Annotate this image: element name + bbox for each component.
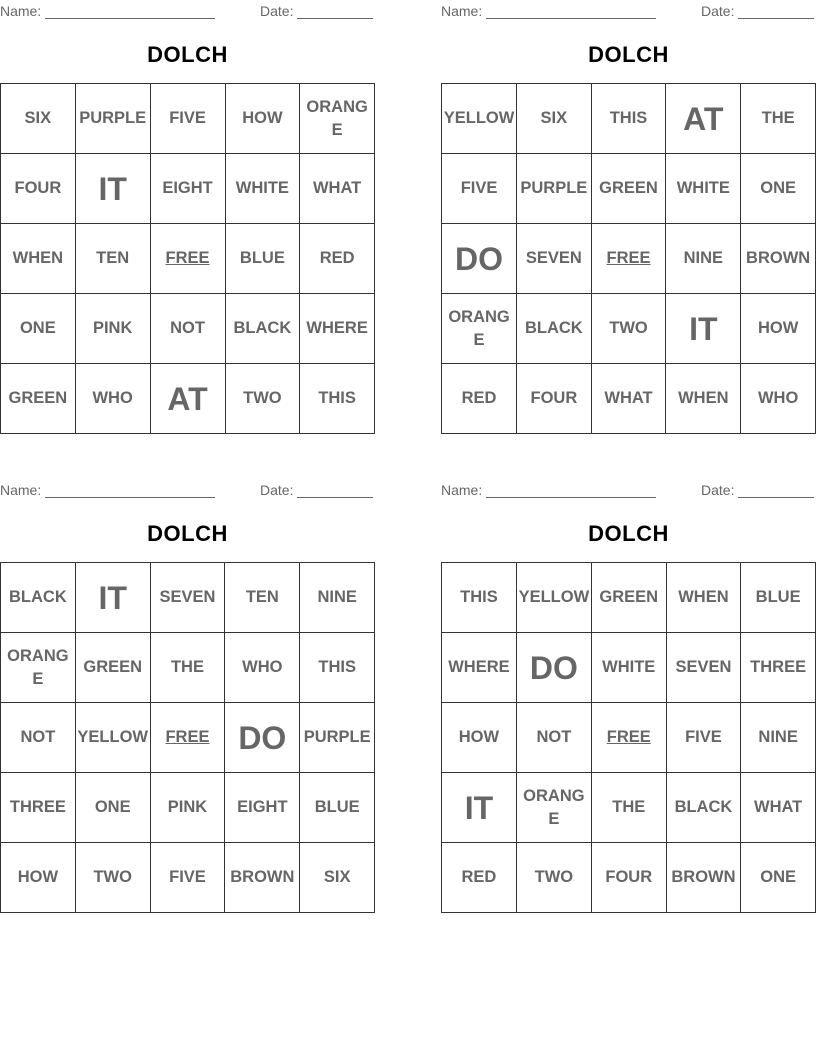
grid-cell: ORANGE — [300, 84, 375, 154]
grid-cell: TWO — [591, 294, 666, 364]
bingo-card-1 — [0, 0, 375, 434]
grid-cell: ORANGE — [1, 633, 76, 703]
grid-cell: RED — [442, 843, 517, 913]
grid-row — [1, 154, 375, 224]
grid-cell: YELLOW — [75, 703, 150, 773]
grid-cell: WHAT — [741, 773, 816, 843]
grid-cell: FOUR — [1, 154, 76, 224]
grid-cell: WHEN — [1, 224, 76, 294]
date-label: Date: — [701, 482, 735, 498]
grid-row — [1, 224, 375, 294]
name-label: Name: — [441, 3, 483, 19]
grid-cell: NINE — [300, 563, 375, 633]
grid-cell: DO — [225, 703, 300, 773]
date-field[interactable] — [297, 6, 373, 19]
grid-cell: SEVEN — [517, 224, 592, 294]
grid-cell: IT — [666, 294, 741, 364]
grid-cell: WHEN — [666, 563, 741, 633]
grid-cell: PINK — [75, 294, 150, 364]
grid-cell: SIX — [300, 843, 375, 913]
grid-cell: TEN — [75, 224, 150, 294]
bingo-grid — [441, 83, 816, 434]
grid-cell: SIX — [517, 84, 592, 154]
bingo-card-3 — [0, 479, 375, 913]
card-title: DOLCH — [588, 521, 669, 546]
grid-cell: EIGHT — [225, 773, 300, 843]
grid-cell: NOT — [516, 703, 591, 773]
card-title: DOLCH — [147, 42, 228, 67]
grid-cell: TWO — [225, 364, 300, 434]
grid-cell: WHITE — [225, 154, 300, 224]
grid-row — [442, 294, 816, 364]
date-field[interactable] — [738, 6, 814, 19]
grid-cell: BROWN — [666, 843, 741, 913]
grid-cell: YELLOW — [516, 563, 591, 633]
grid-cell: PURPLE — [75, 84, 150, 154]
grid-cell: THE — [150, 633, 225, 703]
grid-cell: THIS — [591, 84, 666, 154]
grid-row — [1, 843, 375, 913]
grid-cell: ORANGE — [442, 294, 517, 364]
grid-cell: BLACK — [666, 773, 741, 843]
card-header — [441, 479, 816, 499]
grid-cell: BLUE — [300, 773, 375, 843]
grid-cell: DO — [442, 224, 517, 294]
grid-cell: IT — [442, 773, 517, 843]
grid-cell: WHO — [225, 633, 300, 703]
grid-cell: WHAT — [300, 154, 375, 224]
card-title: DOLCH — [588, 42, 669, 67]
free-space: FREE — [150, 224, 225, 294]
grid-cell: THE — [591, 773, 666, 843]
grid-cell: WHITE — [666, 154, 741, 224]
grid-cell: TWO — [516, 843, 591, 913]
grid-cell: SIX — [1, 84, 76, 154]
grid-cell: FIVE — [666, 703, 741, 773]
grid-row — [1, 563, 375, 633]
grid-cell: FOUR — [591, 843, 666, 913]
grid-cell: TWO — [75, 843, 150, 913]
date-field[interactable] — [738, 485, 814, 498]
grid-cell: BLACK — [1, 563, 76, 633]
grid-row — [442, 633, 816, 703]
grid-cell: FIVE — [442, 154, 517, 224]
grid-cell: PURPLE — [517, 154, 592, 224]
grid-cell: HOW — [225, 84, 300, 154]
grid-cell: HOW — [741, 294, 816, 364]
grid-cell: ORANGE — [516, 773, 591, 843]
bingo-card-2 — [441, 0, 816, 434]
grid-cell: HOW — [442, 703, 517, 773]
card-header — [0, 479, 375, 499]
card-title: DOLCH — [147, 521, 228, 546]
grid-row — [1, 703, 375, 773]
grid-cell: THREE — [741, 633, 816, 703]
grid-row — [442, 563, 816, 633]
grid-cell: BLACK — [225, 294, 300, 364]
grid-row — [1, 364, 375, 434]
name-field[interactable] — [486, 6, 656, 19]
date-field[interactable] — [297, 485, 373, 498]
grid-cell: BLUE — [225, 224, 300, 294]
grid-cell: YELLOW — [442, 84, 517, 154]
grid-row — [442, 843, 816, 913]
bingo-grid — [0, 562, 375, 913]
card-header — [0, 0, 375, 20]
name-label: Name: — [0, 482, 42, 498]
grid-cell: ONE — [741, 154, 816, 224]
grid-cell: FIVE — [150, 843, 225, 913]
grid-cell: GREEN — [1, 364, 76, 434]
grid-cell: ONE — [741, 843, 816, 913]
grid-cell: WHERE — [300, 294, 375, 364]
free-space: FREE — [150, 703, 225, 773]
grid-row — [442, 224, 816, 294]
grid-cell: AT — [150, 364, 225, 434]
grid-row — [442, 773, 816, 843]
grid-cell: FIVE — [150, 84, 225, 154]
date-label: Date: — [260, 482, 294, 498]
grid-cell: SEVEN — [150, 563, 225, 633]
grid-row — [1, 773, 375, 843]
grid-cell: THIS — [300, 364, 375, 434]
grid-cell: IT — [75, 154, 150, 224]
grid-row — [442, 364, 816, 434]
grid-cell: GREEN — [75, 633, 150, 703]
grid-row — [1, 84, 375, 154]
grid-cell: NOT — [150, 294, 225, 364]
grid-cell: NINE — [741, 703, 816, 773]
grid-cell: WHITE — [591, 633, 666, 703]
grid-cell: RED — [442, 364, 517, 434]
grid-cell: ONE — [75, 773, 150, 843]
bingo-grid — [0, 83, 375, 434]
grid-cell: RED — [300, 224, 375, 294]
grid-cell: ONE — [1, 294, 76, 364]
grid-cell: THIS — [300, 633, 375, 703]
grid-cell: EIGHT — [150, 154, 225, 224]
grid-cell: WHAT — [591, 364, 666, 434]
grid-row — [1, 633, 375, 703]
grid-row — [442, 154, 816, 224]
grid-cell: IT — [75, 563, 150, 633]
grid-cell: WHEN — [666, 364, 741, 434]
date-label: Date: — [701, 3, 735, 19]
grid-cell: GREEN — [591, 563, 666, 633]
grid-cell: WHO — [75, 364, 150, 434]
grid-cell: THE — [741, 84, 816, 154]
grid-cell: BROWN — [225, 843, 300, 913]
grid-cell: BLACK — [517, 294, 592, 364]
grid-row — [442, 703, 816, 773]
grid-row — [1, 294, 375, 364]
free-space: FREE — [591, 224, 666, 294]
date-label: Date: — [260, 3, 294, 19]
grid-cell: THIS — [442, 563, 517, 633]
name-field[interactable] — [45, 6, 215, 19]
grid-row — [442, 84, 816, 154]
name-label: Name: — [441, 482, 483, 498]
bingo-card-4 — [441, 479, 816, 913]
card-header — [441, 0, 816, 20]
grid-cell: FOUR — [517, 364, 592, 434]
grid-cell: BROWN — [741, 224, 816, 294]
grid-cell: WHERE — [442, 633, 517, 703]
grid-cell: TEN — [225, 563, 300, 633]
free-space: FREE — [591, 703, 666, 773]
name-label: Name: — [0, 3, 42, 19]
grid-cell: NINE — [666, 224, 741, 294]
name-field[interactable] — [486, 485, 656, 498]
grid-cell: DO — [516, 633, 591, 703]
grid-cell: AT — [666, 84, 741, 154]
grid-cell: NOT — [1, 703, 76, 773]
grid-cell: BLUE — [741, 563, 816, 633]
grid-cell: GREEN — [591, 154, 666, 224]
grid-cell: HOW — [1, 843, 76, 913]
name-field[interactable] — [45, 485, 215, 498]
grid-cell: PURPLE — [300, 703, 375, 773]
grid-cell: SEVEN — [666, 633, 741, 703]
grid-cell: WHO — [741, 364, 816, 434]
bingo-grid — [441, 562, 816, 913]
grid-cell: PINK — [150, 773, 225, 843]
grid-cell: THREE — [1, 773, 76, 843]
